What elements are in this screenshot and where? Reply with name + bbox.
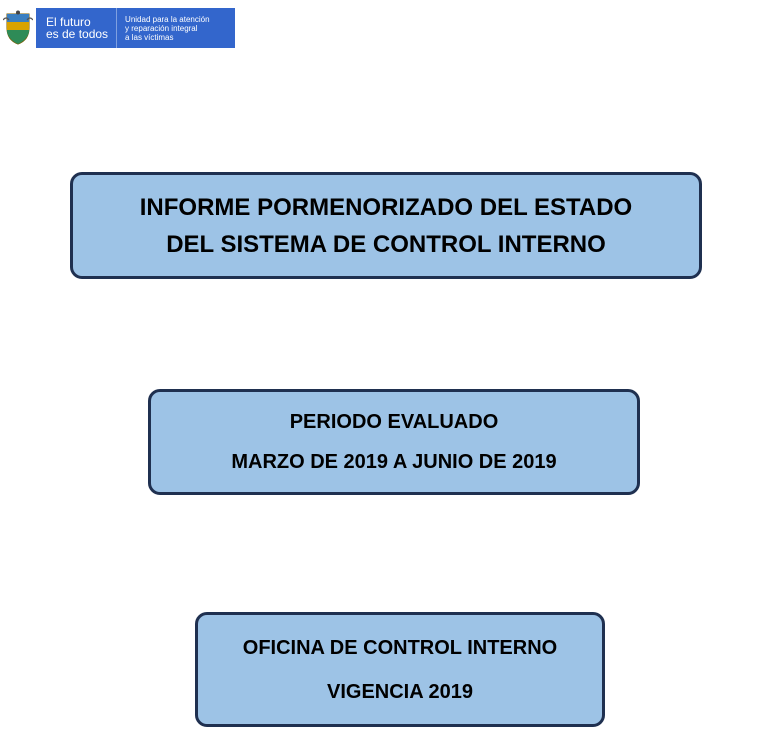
office-name: OFICINA DE CONTROL INTERNO [242, 636, 558, 659]
office-year: VIGENCIA 2019 [327, 680, 473, 703]
report-title-line2: DEL SISTEMA DE CONTROL INTERNO [166, 230, 606, 258]
logo-main-line2: es de todos [46, 27, 109, 41]
office-box [195, 612, 605, 727]
period-range: MARZO DE 2019 A JUNIO DE 2019 [231, 451, 557, 473]
evaluated-period-box [148, 389, 640, 495]
logo-main-line1: El futuro [46, 15, 91, 29]
colombia-coat-of-arms-icon [0, 8, 36, 48]
report-title-box [70, 172, 702, 279]
logo-sub-block [117, 8, 235, 48]
logo-sub-line3: a las víctimas [125, 32, 174, 42]
logo-main-block [36, 8, 117, 48]
logo-sub-line2: y reparación integral [125, 23, 198, 33]
report-title-line1: INFORME PORMENORIZADO DEL ESTADO [139, 193, 633, 221]
logo-sub-line1: Unidad para la atención [125, 14, 210, 24]
period-label: PERIODO EVALUADO [289, 411, 499, 433]
header-logo [0, 8, 235, 48]
